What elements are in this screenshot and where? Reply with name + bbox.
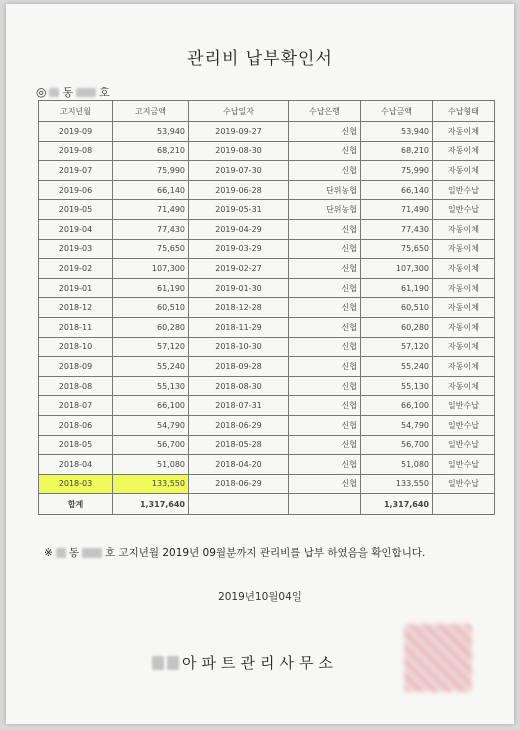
paid-amount-cell: 56,700	[361, 435, 433, 455]
billed-amount-cell: 107,300	[113, 259, 189, 279]
paid-amount-cell: 71,490	[361, 200, 433, 220]
document-page	[6, 4, 514, 724]
payment-date-cell: 2019-07-30	[189, 161, 289, 181]
billing-month-cell: 2019-02	[39, 259, 113, 279]
payment-bank-cell: 신협	[289, 298, 361, 318]
billed-amount-cell: 55,240	[113, 357, 189, 377]
payment-type-cell: 자동이체	[433, 219, 495, 239]
table-row	[39, 161, 495, 181]
total-empty-cell	[189, 494, 289, 515]
table-row	[39, 219, 495, 239]
total-paid: 1,317,640	[361, 494, 433, 515]
payment-bank-cell: 신협	[289, 455, 361, 475]
billed-amount-cell: 60,510	[113, 298, 189, 318]
billing-month-cell: 2019-08	[39, 141, 113, 161]
payment-bank-cell: 신협	[289, 122, 361, 142]
billing-month-cell: 2019-05	[39, 200, 113, 220]
table-row	[39, 200, 495, 220]
redacted-dong	[49, 88, 59, 97]
billed-amount-cell: 66,140	[113, 180, 189, 200]
paid-amount-cell: 60,280	[361, 317, 433, 337]
table-row	[39, 337, 495, 357]
payment-bank-cell: 신협	[289, 415, 361, 435]
billed-amount-cell: 75,990	[113, 161, 189, 181]
paid-amount-cell: 66,140	[361, 180, 433, 200]
payment-type-cell: 자동이체	[433, 239, 495, 259]
paid-amount-cell: 51,080	[361, 455, 433, 475]
payment-type-cell: 자동이체	[433, 259, 495, 279]
table-row	[39, 474, 495, 494]
table-header-row	[39, 101, 495, 122]
paid-amount-cell: 77,430	[361, 219, 433, 239]
payment-bank-cell: 단위농협	[289, 200, 361, 220]
header-billed-amount: 고지금액	[113, 101, 189, 122]
office-signature	[152, 652, 338, 673]
payment-date-cell: 2018-05-28	[189, 435, 289, 455]
total-empty-cell	[433, 494, 495, 515]
billing-month-cell: 2018-10	[39, 337, 113, 357]
billed-amount-cell: 60,280	[113, 317, 189, 337]
payment-bank-cell: 신협	[289, 337, 361, 357]
billed-amount-cell: 71,490	[113, 200, 189, 220]
header-payment-bank: 수납은행	[289, 101, 361, 122]
billing-month-cell: 2018-12	[39, 298, 113, 318]
redacted-ho	[76, 88, 96, 97]
issue-date: 2019년10월04일	[218, 591, 302, 603]
payment-bank-cell: 단위농협	[289, 180, 361, 200]
billing-month-cell: 2018-09	[39, 357, 113, 377]
billed-amount-cell: 53,940	[113, 122, 189, 142]
table-row	[39, 435, 495, 455]
paid-amount-cell: 75,650	[361, 239, 433, 259]
payment-bank-cell: 신협	[289, 259, 361, 279]
total-empty-cell	[289, 494, 361, 515]
payment-type-cell: 일반수납	[433, 180, 495, 200]
circle-mark-icon: ◎	[36, 85, 47, 99]
payment-date-cell: 2019-08-30	[189, 141, 289, 161]
payment-type-cell: 자동이체	[433, 376, 495, 396]
payment-type-cell: 자동이체	[433, 337, 495, 357]
total-label: 합계	[39, 494, 113, 515]
payment-type-cell: 일반수납	[433, 474, 495, 494]
billing-month-cell: 2018-03	[39, 474, 113, 494]
table-row	[39, 455, 495, 475]
payment-date-cell: 2018-11-29	[189, 317, 289, 337]
billed-amount-cell: 56,700	[113, 435, 189, 455]
paid-amount-cell: 55,130	[361, 376, 433, 396]
payment-date-cell: 2019-06-28	[189, 180, 289, 200]
total-row	[39, 494, 495, 515]
payment-bank-cell: 신협	[289, 219, 361, 239]
paid-amount-cell: 61,190	[361, 278, 433, 298]
document-title: 관리비 납부확인서	[187, 49, 333, 69]
header-payment-type: 수납형태	[433, 101, 495, 122]
payment-type-cell: 자동이체	[433, 357, 495, 377]
payment-date-cell: 2018-12-28	[189, 298, 289, 318]
payment-record-table	[38, 100, 495, 515]
billed-amount-cell: 51,080	[113, 455, 189, 475]
payment-bank-cell: 신협	[289, 376, 361, 396]
paid-amount-cell: 55,240	[361, 357, 433, 377]
official-seal-stamp	[404, 624, 472, 692]
payment-type-cell: 자동이체	[433, 278, 495, 298]
payment-bank-cell: 신협	[289, 317, 361, 337]
payment-type-cell: 일반수납	[433, 396, 495, 416]
payment-date-cell: 2019-03-29	[189, 239, 289, 259]
payment-type-cell: 자동이체	[433, 141, 495, 161]
billing-month-cell: 2019-09	[39, 122, 113, 142]
payment-bank-cell: 신협	[289, 239, 361, 259]
billed-amount-cell: 66,100	[113, 396, 189, 416]
payment-bank-cell: 신협	[289, 161, 361, 181]
payment-date-cell: 2019-05-31	[189, 200, 289, 220]
payment-bank-cell: 신협	[289, 278, 361, 298]
unit-line	[36, 84, 110, 100]
paid-amount-cell: 66,100	[361, 396, 433, 416]
payment-date-cell: 2018-09-28	[189, 357, 289, 377]
notice-mark: ※	[44, 546, 53, 559]
payment-type-cell: 자동이체	[433, 317, 495, 337]
redacted-ho	[82, 548, 102, 558]
payment-date-cell: 2018-08-30	[189, 376, 289, 396]
billing-month-cell: 2019-06	[39, 180, 113, 200]
table-row	[39, 357, 495, 377]
redacted-apartment-name	[167, 656, 179, 670]
billing-month-cell: 2018-08	[39, 376, 113, 396]
billed-amount-cell: 68,210	[113, 141, 189, 161]
table-row	[39, 239, 495, 259]
paid-amount-cell: 68,210	[361, 141, 433, 161]
billing-month-cell: 2019-01	[39, 278, 113, 298]
payment-type-cell: 일반수납	[433, 200, 495, 220]
billed-amount-cell: 133,550	[113, 474, 189, 494]
ho-label: 호	[99, 86, 110, 99]
table-row	[39, 376, 495, 396]
payment-date-cell: 2019-01-30	[189, 278, 289, 298]
payment-bank-cell: 신협	[289, 396, 361, 416]
paid-amount-cell: 75,990	[361, 161, 433, 181]
billed-amount-cell: 75,650	[113, 239, 189, 259]
header-paid-amount: 수납금액	[361, 101, 433, 122]
paid-amount-cell: 57,120	[361, 337, 433, 357]
payment-bank-cell: 신협	[289, 357, 361, 377]
table-row	[39, 180, 495, 200]
redacted-apartment-name	[152, 656, 164, 670]
payment-bank-cell: 신협	[289, 141, 361, 161]
table-row	[39, 415, 495, 435]
billed-amount-cell: 77,430	[113, 219, 189, 239]
dong-label: 동	[62, 86, 74, 99]
total-billed: 1,317,640	[113, 494, 189, 515]
paid-amount-cell: 133,550	[361, 474, 433, 494]
office-name: 아파트관리사무소	[182, 654, 338, 672]
billed-amount-cell: 54,790	[113, 415, 189, 435]
payment-type-cell: 일반수납	[433, 435, 495, 455]
header-payment-date: 수납일자	[189, 101, 289, 122]
billed-amount-cell: 55,130	[113, 376, 189, 396]
billing-month-cell: 2019-03	[39, 239, 113, 259]
payment-type-cell: 자동이체	[433, 298, 495, 318]
redacted-dong	[56, 548, 66, 558]
billed-amount-cell: 61,190	[113, 278, 189, 298]
table-row	[39, 278, 495, 298]
paid-amount-cell: 54,790	[361, 415, 433, 435]
table-row	[39, 122, 495, 142]
payment-type-cell: 자동이체	[433, 161, 495, 181]
billing-month-cell: 2018-05	[39, 435, 113, 455]
paid-amount-cell: 60,510	[361, 298, 433, 318]
payment-date-cell: 2019-04-29	[189, 219, 289, 239]
payment-date-cell: 2018-06-29	[189, 474, 289, 494]
payment-date-cell: 2018-04-20	[189, 455, 289, 475]
paid-amount-cell: 107,300	[361, 259, 433, 279]
table-row	[39, 317, 495, 337]
table-row	[39, 259, 495, 279]
paid-amount-cell: 53,940	[361, 122, 433, 142]
confirmation-statement	[44, 545, 425, 560]
billing-month-cell: 2018-11	[39, 317, 113, 337]
payment-date-cell: 2018-06-29	[189, 415, 289, 435]
billing-month-cell: 2018-04	[39, 455, 113, 475]
header-billing-month: 고지년월	[39, 101, 113, 122]
notice-text: 호 고지년월 2019년 09월분까지 관리비를 납부 하였음을 확인합니다.	[104, 547, 426, 559]
table-row	[39, 298, 495, 318]
notice-dong: 동	[68, 547, 79, 559]
billing-month-cell: 2018-06	[39, 415, 113, 435]
billing-month-cell: 2019-07	[39, 161, 113, 181]
billing-month-cell: 2018-07	[39, 396, 113, 416]
billed-amount-cell: 57,120	[113, 337, 189, 357]
payment-bank-cell: 신협	[289, 435, 361, 455]
payment-type-cell: 일반수납	[433, 415, 495, 435]
payment-type-cell: 자동이체	[433, 122, 495, 142]
payment-type-cell: 일반수납	[433, 455, 495, 475]
billing-month-cell: 2019-04	[39, 219, 113, 239]
payment-bank-cell: 신협	[289, 474, 361, 494]
payment-date-cell: 2018-07-31	[189, 396, 289, 416]
table-row	[39, 396, 495, 416]
payment-date-cell: 2018-10-30	[189, 337, 289, 357]
table-row	[39, 141, 495, 161]
payment-date-cell: 2019-09-27	[189, 122, 289, 142]
payment-date-cell: 2019-02-27	[189, 259, 289, 279]
